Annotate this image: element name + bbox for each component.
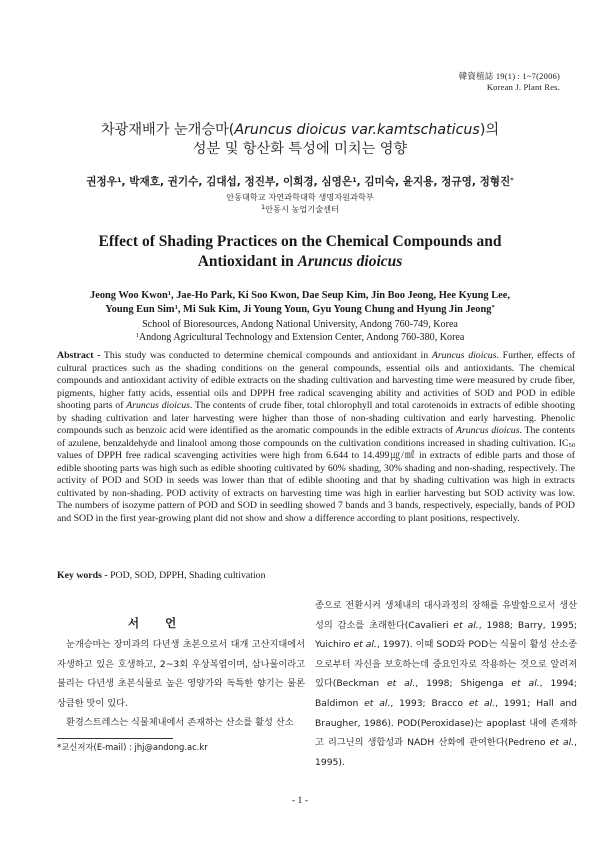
korean-affiliations [0, 191, 600, 215]
english-author-3: Dae Seup Kim [301, 290, 366, 301]
left-column [57, 635, 305, 733]
korean-author-sup-10: * [510, 176, 514, 184]
left-column-p1-segment-0: 환경스트레스는 식물체내에서 존재하는 산소를 활성 산소 [66, 717, 294, 729]
journal-header [459, 71, 560, 93]
english-affiliation-1: School of Bioresources, Andong National University, Andong 760-749, Korea [142, 319, 458, 330]
right-column-p0-segment-12: , 1991; Hall and Braugher, 1986). POD(Peroxidase)는 apoplast 내에 존재하고 리그닌의 생합성과 NADH 산화에 관여한다(Pedreno [315, 697, 578, 749]
english-authors-line2: Young Eun Sim$^1$, Mi Suk Kim, Ji Young Youn, Gyu Young Chung and Hyung Jin Jeong* [105, 304, 495, 315]
journal-name: Korean J. Plant Res. [486, 82, 560, 92]
page-number: - 1 - [291, 795, 309, 806]
abstract-segment-5: Aruncus dioicus [455, 425, 520, 436]
korean-affiliation-2: $^1$안동시 농업기술센터 [261, 203, 339, 214]
right-column [315, 596, 577, 772]
left-column-paragraph-1 [57, 713, 305, 733]
right-column-p0-segment-1: et al. [453, 619, 479, 631]
english-title-line2: Antioxidant in Aruncus dioicus [197, 253, 403, 270]
english-authors-line1: Jeong Woo Kwon$^1$, Jae-Ho Park, Ki Soo Kwon, Dae Seup Kim, Jin Boo Jeong, Hee Kyung Lee, [90, 290, 510, 301]
english-author-2: Ki Soo Kwon [237, 290, 297, 301]
korean-author-6: 심영은 [321, 176, 353, 188]
korean-title-line2: 성분 및 항산화 특성에 미치는 영향 [192, 141, 408, 157]
abstract-segment-4: . The contents of crude fiber, total chlorophyll and total carotenoids in extracts of edible shooting by shading cultivation and later harvesting were higher than those of non-shading cultivation and early harvesting. Phenolic compounds such as benzoic acid were identified as the aromatic compounds in the edible extracts of [57, 400, 575, 436]
abstract-label: Abstract - [57, 350, 101, 361]
abstract-segment-8: values of DPPH free radical scavenging activities were high from 6.644 to 14.499㎍/㎖ in extracts of edible parts and those of edible shooting parts was high such as edible shooting cultivated by 60% shading, 30% shading and non-shading, respectively. The activity of POD and SOD in seeds was lower than that of edible shooting and that by shading cultivation was high in extracts cultivated by non-shading. POD activity of extracts on harvesting time was high in earlier harvesting but SOD activity was low. The numbers of isozyme pattern of POD and SOD in seedling showed 7 bands and 3 bands, respectively, especially, bands of POD and SOD in the first year-growing plant did not show and show a difference according to plant positions, respectively. [57, 450, 575, 524]
english-title-species: Aruncus dioicus [297, 253, 403, 270]
english-affiliation-2: $^1$Andong Agricultural Technology and Extension Center, Andong 760-380, Korea [135, 332, 465, 343]
right-column-p0-segment-4: , 1997). 이때 SOD와 POD는 식물이 활성 산소종으로부터 자신을 보호하는데 중요인자로 작용하는 것으로 알려져 있다(Beckman [315, 639, 577, 690]
abstract [57, 350, 575, 525]
english-title [0, 232, 600, 272]
english-author-0: Jeong Woo Kwon [90, 290, 168, 301]
korean-author-7: 김미숙 [364, 176, 396, 188]
left-column-paragraph-0 [57, 635, 305, 713]
right-column-p0-segment-7: et al. [511, 678, 540, 690]
korean-title-suffix: )의 [479, 122, 500, 138]
korean-affiliation-1: 안동대학교 자연과학대학 생명자원과학부 [226, 192, 374, 202]
keywords [57, 570, 265, 581]
korean-authors: 권정우$^1$, 박재호, 권기수, 김대섭, 정진부, 이희경, 심영은$^1$, 김미숙, 윤지용, 정규영, 정형진* [86, 176, 514, 188]
abstract-segment-0: This study was conducted to determine chemical compounds and antioxidant in [100, 350, 432, 361]
abstract-body [57, 350, 575, 524]
english-author-2-sup-3: * [491, 304, 495, 311]
korean-title-prefix: 차광재배가 눈개승마( [100, 122, 235, 138]
english-author-2-1: Mi Suk Kim [183, 304, 238, 315]
right-column-paragraph-0 [315, 596, 577, 772]
korean-title [0, 121, 600, 159]
korean-author-5: 이희경 [282, 176, 314, 188]
abstract-segment-2: . Further, effects of cultural practices such as the shading conditions on the general compounds, essential oils and antioxidants. The chemical compounds and antioxidant activity of edible extracts on the shading cultivation and harvesting time were measured by crude fiber, pigments, higher fatty acids, essential oils and DPPH free radical scavenging ability and activities of SOD and POD in edible shooting parts of [57, 350, 576, 411]
footnote-corresponding-author: *교신저자(E-mail) : jhj@andong.ac.kr [57, 742, 208, 752]
right-column-p0-segment-8: , 1994; Baldimon [315, 678, 577, 709]
journal-citation: 韓資植誌 19(1) : 1~7(2006) [458, 71, 560, 81]
right-column-p0-segment-0: 종으로 전환시켜 생체내의 대사과정의 장해를 유발함으로서 생산성의 감소를 초래한다(Cavalieri [315, 600, 577, 631]
right-column-p0-segment-2: , 1988; Barry, 1995; Yuichiro [315, 619, 578, 651]
english-author-2-0: Young Eun Sim [105, 304, 175, 315]
korean-author-sup-0: 1 [117, 176, 122, 184]
korean-author-2: 권기수 [167, 176, 199, 188]
korean-author-0: 권정우 [86, 176, 117, 188]
korean-author-10: 정형진 [479, 176, 511, 188]
right-column-p0-segment-10: , 1993; Bracco [390, 697, 469, 709]
english-author-2-3: Gyu Young Chung and Hyung Jin Jeong [312, 304, 492, 315]
footnote-divider [57, 738, 173, 739]
english-author-1: Jae-Ho Park [176, 290, 233, 301]
korean-title-species: Aruncus dioicus var.kamtschaticus [234, 122, 480, 138]
english-authors [0, 289, 600, 317]
korean-author-9: 정규영 [441, 176, 472, 188]
abstract-segment-6: . The contents of azulene, benzaldehyde and linalool among those compounds on the cultivation conditions increased in shading cultivation. IC [57, 425, 575, 449]
section-heading-introduction: 서 언 [128, 616, 177, 630]
right-column-p0-segment-13: et al. [549, 737, 575, 749]
english-author-2-sup-0: 1 [174, 304, 178, 311]
korean-author-1: 박재호 [129, 176, 160, 188]
right-column-p0-segment-6: , 1998; Shigenga [415, 678, 512, 690]
korean-author-sup-6: 1 [352, 176, 357, 184]
right-column-p0-segment-5: et al. [386, 678, 416, 690]
korean-author-3: 김대섭 [206, 176, 237, 188]
right-column-p0-segment-3: et al. [353, 639, 377, 651]
keywords-label: Key words - [57, 570, 108, 581]
abstract-segment-7: 50 [568, 441, 575, 449]
right-column-p0-segment-11: et al. [468, 697, 496, 709]
keywords-text: POD, SOD, DPPH, Shading cultivation [107, 570, 266, 581]
english-author-5: Hee Kyung Lee [438, 290, 508, 301]
korean-author-8: 윤지용 [402, 176, 434, 188]
english-author-sup-0: 1 [167, 290, 172, 297]
english-title-line1: Effect of Shading Practices on the Chemical Compounds and [98, 233, 502, 250]
right-column-p0-segment-9: et al. [364, 697, 391, 709]
abstract-segment-1: Aruncus dioicus [431, 350, 497, 361]
english-author-2-2: Ji Young Youn [243, 304, 308, 315]
english-affiliations [0, 318, 600, 344]
korean-author-4: 정진부 [244, 176, 276, 188]
right-column-p0-segment-14: , 1995). [315, 737, 577, 768]
left-column-p0-segment-0: 눈개승마는 장미과의 다년생 초본으로서 대개 고산지대에서 자생하고 있은 호생하고, 2~3회 우상복엽이며, 삼나물이라고 불리는 다년생 초본식물로 높은 영양가와 독특한 향기는 물론 상큼한 맛이 있다. [57, 639, 305, 709]
english-author-4: Jin Boo Jeong [371, 290, 434, 301]
abstract-segment-3: Aruncus dioicus [126, 400, 190, 411]
